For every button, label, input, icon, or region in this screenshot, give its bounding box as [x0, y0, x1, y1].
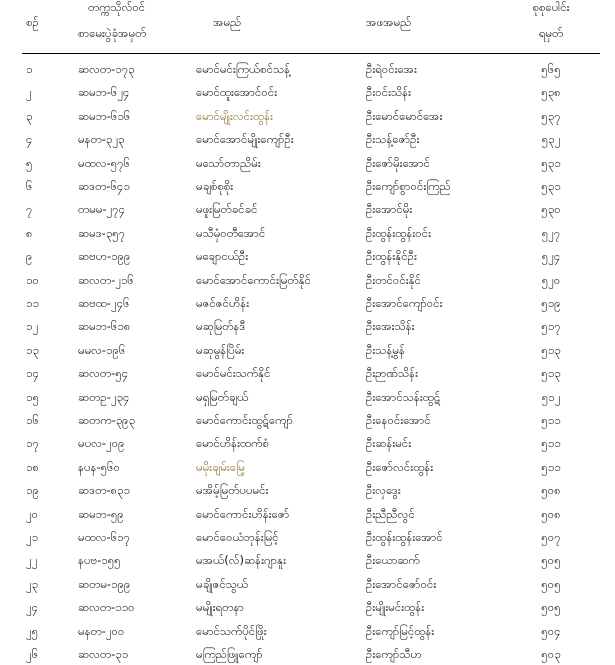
roll-number: ဆဗထ-၂၄၆: [78, 296, 130, 310]
table-row: [0, 247, 615, 267]
roll-number: နပဗ-၁၅၅: [78, 553, 121, 568]
table-row: [0, 60, 615, 80]
student-name: မောင်ဝေယံဘုန်းမြင့်: [196, 530, 279, 544]
father-name: ဦးထွန်းနိုင်ဦး: [366, 249, 417, 264]
roll-number: ဆတမ-၁၉၉: [78, 576, 131, 591]
father-name: ဦးဝင်းသိန်း: [366, 85, 412, 100]
row-number: ၁၂: [26, 319, 39, 334]
father-name: ဦးမျိုးမင်းထွန်း: [366, 600, 425, 615]
roll-number: ဆမဘ-၅၉: [78, 506, 124, 521]
student-name: မောင်သက်ပိုင်ဖြိုး: [196, 623, 267, 638]
father-name: ဦးဉာဏ်သိန်း: [366, 366, 418, 381]
student-name: မသီမှံဝတီအောင်: [196, 225, 266, 240]
roll-number: မထလ-၅၇၆: [78, 155, 131, 170]
header-no: စဉ်: [26, 15, 39, 29]
total-marks: ၅၃၁: [541, 179, 561, 193]
table-row: [0, 481, 615, 501]
row-number: ၈: [26, 225, 33, 240]
roll-number: ဆလတ-၅၄: [78, 366, 129, 381]
father-name: ဦးကျော်သီဟ: [366, 647, 422, 661]
roll-number: ဆမဒ-၃၅၇: [78, 225, 126, 240]
father-name: ဦးထွန်းထွန်းအောင်: [366, 530, 443, 544]
student-name: မောင်အောင်ကောင်းမြတ်နိုင်: [196, 272, 311, 287]
header-total-line1: စုစုပေါင်း: [532, 0, 570, 14]
student-name: မောင်မင်းကြယ်စင်သန့်: [196, 62, 291, 76]
table-row: [0, 622, 615, 642]
father-name: ဦးကျော်မြင့်ထွန်း: [366, 623, 435, 638]
total-marks: ၅၀၅: [541, 553, 561, 568]
row-number: ၁၅: [26, 389, 39, 404]
header-name: အမည်: [213, 15, 242, 29]
student-name: မမျိုးရတနာ: [196, 600, 245, 615]
total-marks: ၅၀၅: [541, 600, 561, 615]
father-name: ဦးယောဆက်: [366, 553, 420, 568]
student-name: မောင်ထူးအောင်ဝင်း: [196, 85, 278, 100]
table-row: [0, 645, 615, 665]
row-number: ၂၁: [26, 530, 39, 544]
roll-number: မနတ-၃၂၃: [78, 132, 125, 147]
row-number: ၁၈: [26, 459, 40, 474]
father-name: ဦးသန့်မွန်: [366, 342, 405, 357]
row-number: ၂: [26, 85, 32, 100]
total-marks: ၅၀၃: [541, 647, 561, 661]
total-marks: ၅၁၁: [541, 436, 561, 451]
total-marks: ၅၀၇: [541, 530, 561, 544]
student-name: မောင်ကောင်းထွဋ်ကျော်: [196, 413, 293, 427]
table-row: [0, 200, 615, 220]
roll-number: မနတ-၂၀၀: [78, 623, 125, 638]
total-marks: ၅၁၉: [541, 296, 561, 310]
student-name: မအိမ့်မြတ်ပပမင်း: [196, 483, 269, 498]
row-number: ၁၁: [26, 296, 39, 310]
total-marks: ၅၁၁: [541, 413, 561, 427]
roll-number: ဆမဘ-၆၁၈: [78, 319, 131, 334]
total-marks: ၅၆၅: [541, 62, 561, 76]
table-row: [0, 130, 615, 150]
student-name: မဇင်ဇင်ဟိန်း: [196, 296, 250, 310]
father-name: ဦးအောင်သန်းထွဋ်: [366, 389, 441, 404]
student-name: မောင်ဟိန်းထက်စံ: [196, 436, 269, 451]
student-name: မချိုဇင်သွယ်: [196, 576, 249, 591]
table-row: [0, 83, 615, 103]
total-marks: ၅၃၀: [541, 202, 561, 217]
row-number: ၄: [26, 132, 33, 147]
table-row: [0, 177, 615, 197]
roll-number: ဆဗဟ-၁၉၉: [78, 249, 131, 264]
father-name: ဦးလှဒွေး: [366, 483, 401, 498]
roll-number: ဆတက-၃၉၃: [78, 413, 136, 427]
father-name: ဦးသန့်ဇော်ဦး: [366, 132, 420, 147]
student-name: မောင်အောင်မျိုးကျော်ဦး: [196, 132, 294, 147]
student-name: မောင်မျိုးလင်းထွန်း: [196, 108, 273, 123]
row-number: ၁၄: [26, 366, 39, 381]
total-marks: ၅၁၇: [541, 319, 561, 334]
student-name: မောင်မင်းသက်နိုင်: [196, 366, 271, 381]
total-marks: ၅၁၃: [541, 342, 561, 357]
table-row: [0, 224, 615, 244]
father-name: ဦးကျော်စွာဝင်းကြည်: [366, 179, 451, 193]
student-name: မောင်ကောင်းဟိန်းဇော်: [196, 506, 290, 521]
father-name: ဦးဇော်မိုးအောင်: [366, 155, 431, 170]
roll-number: ဆလတ-၁၇၃: [78, 62, 135, 76]
total-marks: ၅၀၈: [541, 483, 561, 498]
student-name: မချစ်စုစိုး: [196, 179, 234, 193]
row-number: ၁၃: [26, 342, 39, 357]
table-row: [0, 341, 615, 361]
row-number: ၉: [26, 249, 33, 264]
student-name: မရှမြတ်ချယ်: [196, 389, 249, 404]
header-rule: [22, 53, 600, 54]
father-name: ဦးဆန်းမင်း: [366, 436, 412, 451]
roll-number: မမလ-၁၉၆: [78, 342, 126, 357]
student-name: မချောငယ်ဦး: [196, 249, 249, 264]
row-number: ၆: [26, 179, 33, 193]
row-number: ၂၀: [26, 506, 39, 521]
father-name: ဦးအောင်မိုး: [366, 202, 413, 217]
roll-number: ဆဒတ-၈၃၁: [78, 483, 130, 498]
row-number: ၂၆: [26, 647, 39, 661]
roll-number: ဆမဘ-၆၂၄: [78, 85, 130, 100]
row-number: ၂၃: [26, 576, 39, 591]
father-name: ဦးအောင်ကျော်ဝင်း: [366, 296, 443, 310]
roll-number: ဆလတ-၃၁: [78, 647, 129, 661]
row-number: ၁၆: [26, 413, 39, 427]
roll-number: မထလ-၆၁၇: [78, 530, 131, 544]
header-roll-line2: စာမေးပွဲခုံအမှတ်: [78, 26, 147, 40]
row-number: ၂၅: [26, 623, 39, 638]
table-row: [0, 107, 615, 127]
row-number: ၂၄: [26, 600, 39, 615]
total-marks: ၅၂၇: [541, 225, 561, 240]
father-name: ဦးရဲဝင်းအေး: [366, 62, 417, 76]
total-marks: ၅၃၇: [541, 108, 561, 123]
roll-number: နပန-၅၆၀: [78, 459, 121, 474]
student-name: မကြည်ဖြူကျော်: [196, 647, 263, 661]
row-number: ၁၉: [26, 483, 39, 498]
table-row: [0, 458, 615, 478]
total-marks: ၅၁၃: [541, 366, 561, 381]
father-name: ဦးမောင်မောင်အေး: [366, 108, 443, 123]
father-name: ဦးအေးသိန်း: [366, 319, 415, 334]
student-name: မသော်တာညိမ်း: [196, 155, 261, 170]
total-marks: ၅၂၄: [541, 249, 561, 264]
table-row: [0, 364, 615, 384]
father-name: ဦးထွန်းထွန်းဝင်း: [366, 225, 432, 240]
table-row: [0, 411, 615, 431]
total-marks: ၅၀၅: [541, 576, 561, 591]
row-number: ၃: [26, 108, 33, 123]
total-marks: ၅၃၂: [541, 132, 561, 147]
total-marks: ၅၃၈: [541, 85, 561, 100]
student-name: မဆုမြတ်နဒီ: [196, 319, 246, 334]
roll-number: ဆဒတ-၆၄၁: [78, 179, 130, 193]
total-marks: ၅၁၁: [541, 459, 561, 474]
student-name: မဆုမွန်ပြိမ်း: [196, 342, 245, 357]
row-number: ၂၂: [26, 553, 38, 568]
table-row: [0, 434, 615, 454]
total-marks: ၅၃၁: [541, 155, 561, 170]
total-marks: ၅၁၂: [541, 389, 561, 404]
table-row: [0, 551, 615, 571]
student-name: မမိုးချမ်းမြေ့: [196, 459, 245, 474]
table-row: [0, 528, 615, 548]
roll-number: ဆလတ-၁၁၀: [78, 600, 135, 615]
father-name: ဦးညီညီလွင်: [366, 506, 415, 521]
table-row: [0, 294, 615, 314]
row-number: ၇: [26, 202, 33, 217]
father-name: ဦးနေဝင်းအောင်: [366, 413, 431, 427]
student-name: မအယ်(လ်)ဆန်းဂျာနူး: [196, 553, 287, 568]
row-number: ၅: [26, 155, 33, 170]
row-number: ၁၀: [26, 272, 39, 287]
total-marks: ၅၀၈: [541, 506, 561, 521]
row-number: ၁၇: [26, 436, 39, 451]
header-father: အဖအမည်: [366, 15, 412, 29]
header-total-line2: ရမှတ်: [538, 26, 564, 40]
table-row: [0, 388, 615, 408]
roll-number: တမမ-၂၇၄: [78, 202, 126, 217]
header-roll-line1: တက္ကသိုလ်ဝင်: [88, 0, 146, 14]
table-row: [0, 575, 615, 595]
father-name: ဦးအောင်ဇော်ဝင်း: [366, 576, 437, 591]
total-marks: ၅၂၀: [541, 272, 561, 287]
table-row: [0, 598, 615, 618]
total-marks: ၅၀၄: [541, 623, 561, 638]
row-number: ၁: [26, 62, 33, 76]
father-name: ဦးဇော်လင်းထွန်း: [366, 459, 434, 474]
table-row: [0, 271, 615, 291]
roll-number: ဆလတ-၂၁၆: [78, 272, 134, 287]
roll-number: မပလ-၂၀၉: [78, 436, 125, 451]
table-row: [0, 505, 615, 525]
table-row: [0, 317, 615, 337]
student-name: မဖူးမြတ်ခင်ခင်: [196, 202, 258, 217]
roll-number: ဆမဘ-၆၁၆: [78, 108, 131, 123]
father-name: ဦးတင်ဝင်းနိုင်: [366, 272, 421, 287]
roll-number: ဆတဥ-၂၃၄: [78, 389, 130, 404]
table-row: [0, 154, 615, 174]
